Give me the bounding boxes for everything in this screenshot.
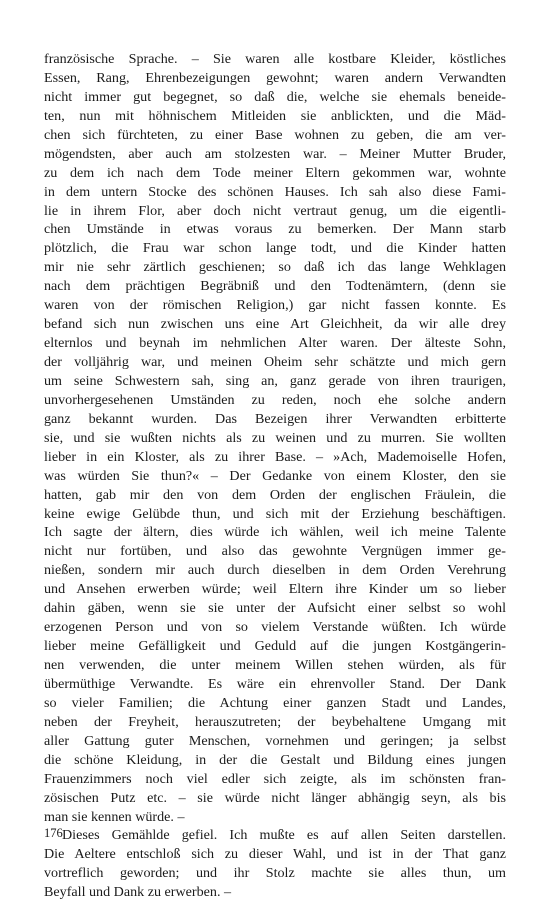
text-line: so vieler Familien; die Achtung einer ganzen Stadt und Landes, xyxy=(44,694,506,711)
text-line: nicht nur fortüben, und also das gewohnte Vergnügen immer ge- xyxy=(44,543,506,560)
paragraph xyxy=(44,50,506,826)
text-line: chen Umstände in etwas voraus zu bemerken. Der Mann starb xyxy=(44,221,506,238)
text-line: nen verwenden, die unter meinem Willen stehen würden, als für xyxy=(44,657,506,673)
text-line: man sie kennen würde. – xyxy=(44,808,185,825)
text-line: vortreflich geworden; und ihr Stolz machte sie alles thun, um xyxy=(44,865,506,882)
text-line: neben der Freyheit, herauszutreten; der beybehaltene Umgang mit xyxy=(44,713,506,730)
text-line: nach dem prächtigen Begräbniß und den Todtenämtern, (denn sie xyxy=(44,278,506,295)
text-line: Die Aeltere entschloß sich zu dieser Wahl, und ist in der That ganz xyxy=(44,846,506,863)
text-line: der volljährig war, und meinen Oheim sehr schätzte und mich gern xyxy=(44,354,506,370)
page-number: 176 xyxy=(44,826,63,840)
text-line: was würden Sie thun?« – Der Gedanke von einem Kloster, den sie xyxy=(44,467,506,484)
text-line: französische Sprache. – Sie waren alle kostbare Kleider, köstliches xyxy=(44,51,506,67)
text-line: in dem untern Stocke des schönen Hauses. Ich sah also diese Fami- xyxy=(44,183,506,200)
text-line: ten, nun mit höhnischem Mitleiden sie anblickten, und die Mäd- xyxy=(44,107,506,124)
text-line: die schöne Kleidung, in der die Gestalt und Bildung eines jungen xyxy=(44,751,506,768)
text-line: Dieses Gemählde gefiel. Ich mußte es auf allen Seiten darstellen. xyxy=(62,827,506,844)
text-line: sie, und sie wußten nichts als zu weinen und zu murren. Sie wollten xyxy=(44,429,506,446)
text-line: Frauenzimmers noch viel edler sich zeigte, als im schönsten fran- xyxy=(44,770,506,787)
text-line: zu dem ich nach dem Tode meiner Eltern gekommen war, wohnte xyxy=(44,164,506,181)
text-line: chen sich fürchteten, zu einer Base wohnen zu geben, die am ver- xyxy=(44,126,506,143)
text-line: dahin gäben, wenn sie sie unter der Aufsicht einer selbst so wohl xyxy=(44,600,506,617)
page-text xyxy=(44,50,506,902)
text-line: lie in ihrem Flor, aber doch nicht vertraut genug, um die eigentli- xyxy=(44,202,506,219)
text-line: lieber meine Gefälligkeit und Geduld auf die jungen Kostgängerin- xyxy=(44,638,506,655)
text-line: und Ansehen erwerben würde; weil Eltern ihre Kinder um so lieber xyxy=(44,581,506,598)
text-line: hatten, gab mir den von dem Orden der englischen Fräulein, die xyxy=(44,486,506,503)
text-line: nießen, sondern mir auch durch dieselben in dem Orden Verehrung xyxy=(44,562,506,579)
text-line: übermüthige Verwandte. Es wäre ein ehrenvoller Stand. Der Dank xyxy=(44,675,506,692)
text-line: um seine Schwestern sah, sing an, ganz gerade von ihren traurigen, xyxy=(44,372,506,389)
text-line: mögendsten, aber auch am stolzesten war. – Meiner Mutter Bruder, xyxy=(44,145,506,162)
text-line: zösischen Putz etc. – sie würde nicht länger abhängig seyn, als bis xyxy=(44,789,506,806)
text-line: plötzlich, die Frau war schon lange todt, und die Kinder hatten xyxy=(44,240,506,257)
paragraph xyxy=(44,826,506,902)
text-line: elternlos und beynah im nehmlichen Alter waren. Der älteste Sohn, xyxy=(44,335,506,352)
text-line: Beyfall und Dank zu erwerben. – xyxy=(44,884,232,901)
text-line: befand sich nun zwischen uns eine Art Gleichheit, da wir alle drey xyxy=(44,316,506,333)
text-line: ganz bekannt wurden. Das Bezeigen ihrer Verwandten erbitterte xyxy=(44,410,506,427)
text-line: erzogenen Person und von so vielem Verstande wüßten. Ich würde xyxy=(44,619,506,636)
text-line: waren von der römischen Religion,) gar nicht fassen konnte. Es xyxy=(44,297,506,314)
text-line: mir nie sehr zärtlich geschienen; so daß ich das lange Wehklagen xyxy=(44,259,506,276)
text-line: Ich sagte der ältern, dies würde ich wählen, weil ich meine Talente xyxy=(44,524,506,541)
text-line: nicht immer gut begegnet, so daß die, welche sie ehemals beneide- xyxy=(44,88,506,105)
text-line: aller Gattung guter Menschen, vornehmen und geringen; ja selbst xyxy=(44,732,506,749)
text-line: lieber in ein Kloster, als zu ihrer Base. – »Ach, Mademoiselle Hofen, xyxy=(44,448,506,465)
text-line: Essen, Rang, Ehrenbezeigungen gewohnt; waren andern Verwandten xyxy=(44,69,506,86)
text-line: keine ewige Gelübde thun, und sich mit der Erziehung beschäftigen. xyxy=(44,505,506,522)
text-line: unvorhergesehenen Umständen zu reden, noch ehe solche andern xyxy=(44,391,506,408)
